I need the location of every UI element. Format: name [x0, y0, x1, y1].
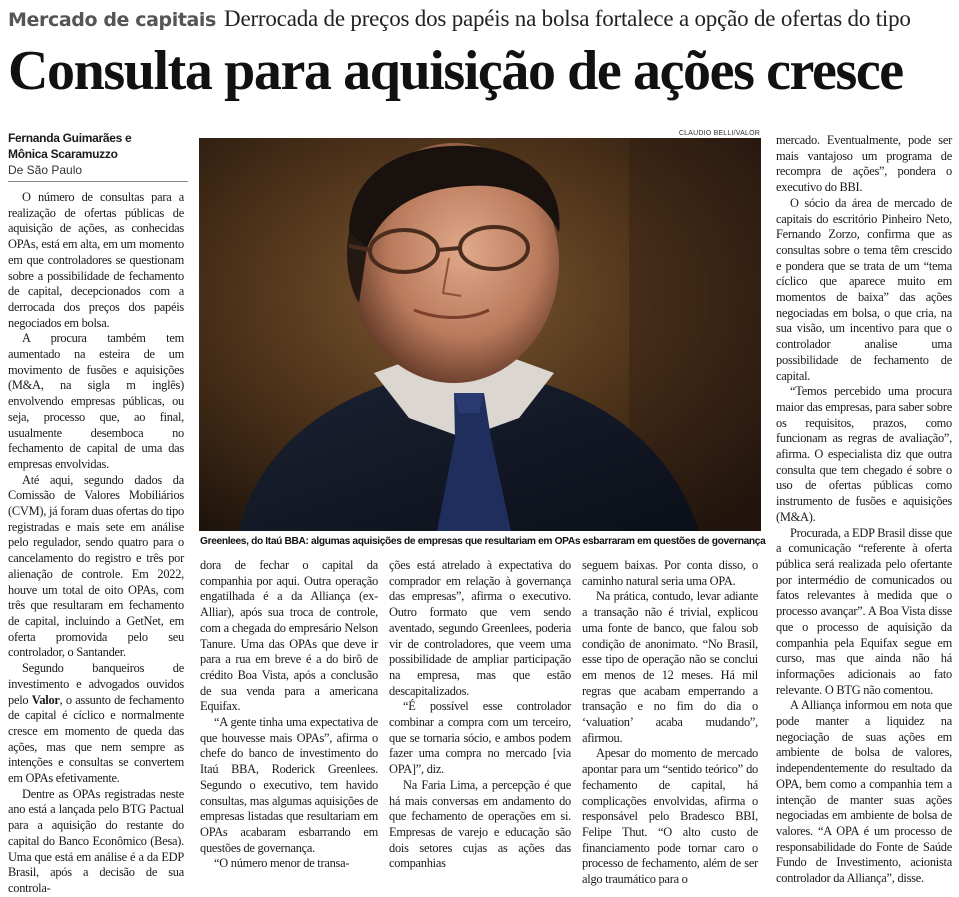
portrait-illustration [199, 138, 761, 531]
author-line: Mônica Scaramuzzo [8, 147, 118, 161]
paragraph: “O número menor de transa- [214, 856, 350, 871]
paragraph: “Temos percebido uma procura maior das empresas, para saber sobre os requisitos, prazos, como funcionam as regras de avaliação”, afirma. O especialista diz que outra consulta que tem chegado é sobre o uso de ofertas públicas como instrumento de fusões e aquisições (M&A). [776, 384, 952, 524]
paragraph: Dentre as OPAs registradas neste ano está a lançada pelo BTG Pactual para a aquisição do restante do capital do Banco Econômico (Besa). Uma que está em análise é a da EDP Brasil, após a decisão de sua controla- [8, 786, 184, 895]
photo-caption: Greenlees, do Itaú BBA: algumas aquisições de empresas que resultariam em OPAs esbarraram em questões de governança [200, 536, 766, 547]
paragraph: seguem baixas. Por conta disso, o caminho natural seria uma OPA. [582, 558, 758, 588]
dateline: De São Paulo [8, 163, 83, 177]
author-line: Fernanda Guimarães e [8, 131, 132, 145]
section-kicker: Mercado de capitais [8, 9, 216, 31]
paragraph: dora de fechar o capital da companhia por aqui. Outra operação engatilhada é a da Alliança (ex-Alliar), após sua troca de controle, com a chegada do empresário Nelson Tanure. Uma das OPAs que deve ir para a rua em breve é a do birô de crédito Boa Vista, após a conclusão de sua venda para a americana Equifax. [200, 558, 378, 714]
paragraph: ções está atrelado à expectativa do comprador em relação à governança das empresas”, afirma o executivo. Outro formato que vem sendo aventado, segundo Greenlees, poderia vir de controladores, que veem uma possibilidade de ampliar participação na empresa, mas que estão descapitalizados. [389, 558, 571, 698]
photo-credit: CLAUDIO BELLI/VALOR [678, 130, 760, 137]
publication-name: Valor [31, 692, 60, 707]
article-column-5 [776, 133, 952, 887]
headline: Consulta para aquisição de ações cresce [8, 40, 903, 102]
paragraph [8, 661, 184, 787]
header-kicker-row [8, 6, 953, 40]
paragraph: “A gente tinha uma expectativa de que houvesse mais OPAs”, afirma o chefe do banco de investimento do Itaú BBA, Roderick Greenlees. Segundo o executivo, tem havido consultas, mas algumas aquisições de empresas listadas que resultariam em OPAs acabaram esbarrando em questões de governança. [200, 715, 378, 855]
byline [8, 130, 188, 182]
paragraph: Na prática, contudo, levar adiante a transação não é trivial, explicou uma fonte de banco, que falou sob condição de anonimato. “No Brasil, esse tipo de operação não se conclui em menos de 12 meses. Há mil regras que acabam emperrando a transação e no fim do dia o ‘valuation’ acaba mudando”, afirmou. [582, 589, 758, 745]
paragraph: Até aqui, segundo dados da Comissão de Valores Mobiliários (CVM), já foram duas ofertas do tipo registradas e mais sete em análise pelo regulador, sendo quatro para o cancelamento do registro e três por alienação de controle. Em 2022, houve um total de oito OPAs, com três que resultaram em fechamento de capital, incluindo a GetNet, em oferta promovida pelo seu controlador, o Santander. [8, 472, 184, 660]
paragraph: Procurada, a EDP Brasil disse que a comunicação “referente à oferta pública será realizada pelo ofertante por intermédio de comunicados ou fatos relevantes à medida que o processo avançar”. A Boa Vista disse que o processo de aquisição da companhia pela Equifax segue em curso, mas que ainda não há informações adicionais ao fato relevante. O BTG não comentou. [776, 525, 952, 697]
article-column-3 [389, 558, 571, 872]
text-run: Segundo banqueiros de investimento e advogados ouvidos pelo [8, 661, 184, 707]
paragraph: Apesar do momento de mercado apontar para um “sentido teórico” do fechamento de capital, há complicações envolvidas, afirma o responsável pelo Bradesco BBI, Felipe Thut. “O alto custo de financiamento pode tornar caro o processo de fechamento, além de ser algo traumático para o [582, 746, 758, 887]
text-run: , o assunto de fechamento de capital é cíclico e normalmente cresce em momento de queda das ações, mas que nem sempre as intenções e consultas se convertem em OPAs efetivamente. [8, 692, 185, 786]
article-photo [199, 138, 761, 531]
article-column-1 [8, 190, 184, 897]
paragraph: A procura também tem aumentado na esteira de um movimento de fusões e aquisições (M&A, na sigla m inglês) envolvendo empresas públicas, ou seja, processo que, ao final, usualmente desemboca no fechamento de capital de uma das empresas envolvidas. [8, 331, 184, 471]
article-column-2 [200, 558, 378, 872]
paragraph: A Alliança informou em nota que pode manter a liquidez na negociação de suas ações em ambiente de bolsa de valores, independentemente do resultado da OPA, bem como a companhia tem a intenção de manter suas ações negociadas em ambiente de bolsa de valores. “A OPA é um processo de responsabilidade do Fonte de Saúde Fundo de Investimento, acionista controlador da Alliança”, disse. [776, 698, 952, 886]
paragraph: O número de consultas para a realização de ofertas públicas de aquisição de ações, as conhecidas OPAs, está em alta, em um momento em que controladores se questionam sobre a possibilidade de fechamento de capital, decepcionados com a derrocada dos preços dos papéis negociados em bolsa. [8, 190, 184, 330]
paragraph: O sócio da área de mercado de capitais do escritório Pinheiro Neto, Fernando Zorzo, confirma que as consultas sobre o tema têm crescido e pondera que se trata de um “tema cíclico que aparece muito em momentos de baixa” das ações negociadas em bolsa, o que cria, na sua visão, um incentivo para que o controlador analise uma possibilidade de fechamento de capital. [776, 195, 952, 383]
paragraph: “É possível esse controlador combinar a compra com um terceiro, que se tornaria sócio, e ambos podem fazer uma compra no mercado [via OPA]”, diz. [389, 699, 571, 777]
paragraph: Na Faria Lima, a percepção é que há mais conversas em andamento do que fechamento de operações em si. Empresas de varejo e educação são dois setores cujas as ações das companhias [389, 777, 571, 871]
paragraph: mercado. Eventualmente, pode ser mais vantajoso um programa de recompra de ações”, pondera o executivo do BBI. [776, 133, 952, 195]
subheadline: Derrocada de preços dos papéis na bolsa fortalece a opção de ofertas do tipo [224, 6, 911, 31]
article-column-4 [582, 558, 758, 888]
